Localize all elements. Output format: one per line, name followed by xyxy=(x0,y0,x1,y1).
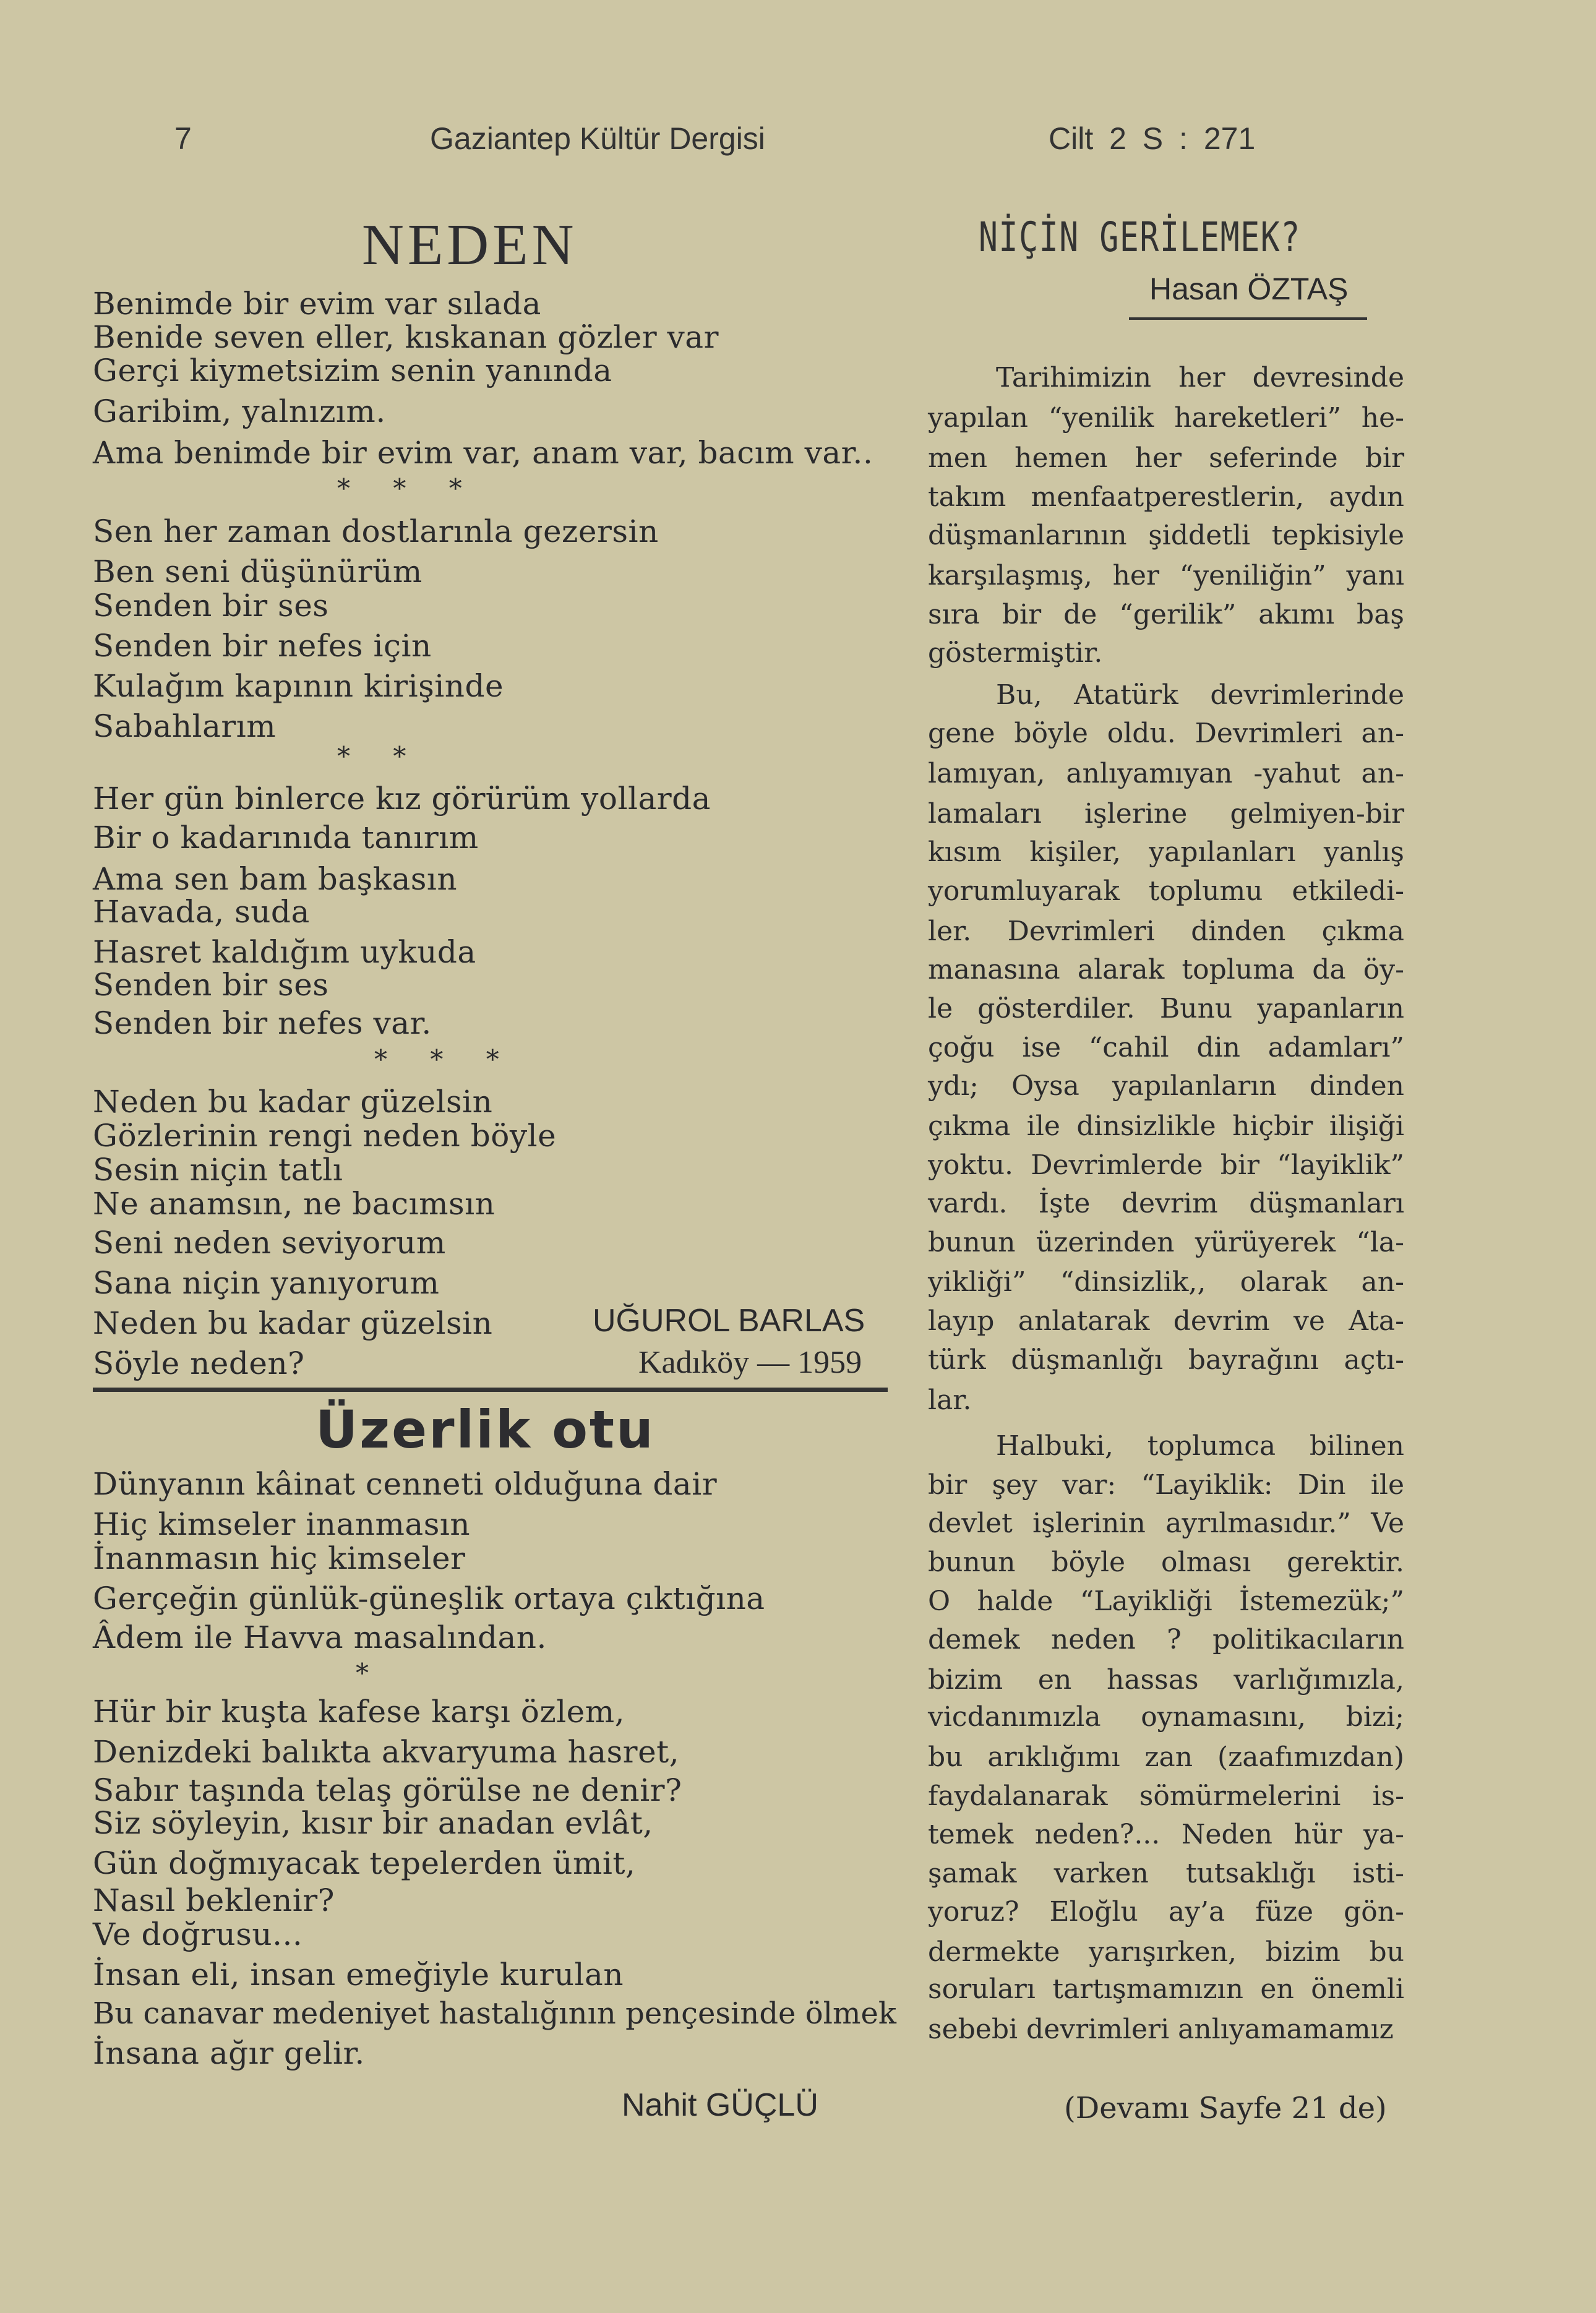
article-author: Hasan ÖZTAŞ xyxy=(1149,272,1349,306)
poem-line: İnanmasın hiç kimseler xyxy=(93,1540,466,1576)
article-line: Tarihimizin her devresinde xyxy=(996,362,1404,393)
poem-line: Hür bir kuşta kafese karşı özlem, xyxy=(93,1694,625,1730)
poem-line: Sen her zaman dostlarınla gezersin xyxy=(93,513,659,549)
poem-line: Seni neden seviyorum xyxy=(93,1225,446,1261)
article-line: le gösterdiler. Bunu yapanların xyxy=(928,993,1404,1024)
continued-note: (Devamı Sayfe 21 de) xyxy=(1064,2091,1387,2126)
poem-line: Kulağım kapının kirişinde xyxy=(93,668,504,704)
magazine-title: Gaziantep Kültür Dergisi xyxy=(430,121,765,156)
stanza-separator: * * * xyxy=(374,1044,517,1075)
article-line: şamak varken tutsaklığı isti- xyxy=(928,1858,1404,1889)
article-line: çıkma ile dinsizlikle hiçbir ilişiği xyxy=(928,1110,1404,1142)
article-line: lamaları işlerine gelmiyen-bir xyxy=(928,798,1404,830)
stanza-separator: * xyxy=(356,1658,386,1688)
poem-line: Senden bir ses xyxy=(93,588,329,624)
article-line: vardı. İşte devrim düşmanları xyxy=(928,1188,1404,1219)
poem-line: Neden bu kadar güzelsin xyxy=(93,1305,493,1341)
poem-line: Sabahlarım xyxy=(93,708,277,744)
article-title: NİÇİN GERİLEMEK? xyxy=(979,213,1301,261)
poem-line: Ben seni düşünürüm xyxy=(93,554,423,590)
article-line: çoğu ise “cahil din adamları” xyxy=(928,1032,1404,1063)
stanza-separator: * * xyxy=(337,741,424,771)
poem-line: Bir o kadarınıda tanırım xyxy=(93,820,479,856)
poem-line: Sesin niçin tatlı xyxy=(93,1152,343,1188)
poem-line: Gerçeğin günlük-güneşlik ortaya çıktığına xyxy=(93,1581,765,1616)
poem-line: Garibim, yalnızım. xyxy=(93,393,386,429)
article-line: yoruz? Eloğlu ay’a füze gön- xyxy=(928,1896,1404,1928)
article-line: dermekte yarışırken, bizim bu xyxy=(928,1936,1404,1968)
article-line: bunun böyle olması gerektir. xyxy=(928,1547,1404,1578)
poem-line: Nasıl beklenir? xyxy=(93,1882,335,1918)
article-line: lar. xyxy=(928,1384,972,1416)
poem-line: Söyle neden? xyxy=(93,1345,305,1381)
page-number: 7 xyxy=(174,121,192,156)
poem-line: Benide seven eller, kıskanan gözler var xyxy=(93,319,719,355)
article-line: bir şey var: “Layiklik: Din ile xyxy=(928,1469,1404,1501)
article-line: layıp anlatarak devrim ve Ata- xyxy=(928,1305,1404,1337)
poem-line: Hasret kaldığım uykuda xyxy=(93,934,476,970)
poem-line: Hiç kimseler inanmasın xyxy=(93,1506,471,1542)
article-line: temek neden?... Neden hür ya- xyxy=(928,1819,1404,1850)
article-line: manasına alarak topluma da öy- xyxy=(928,954,1404,985)
article-line: men hemen her seferinde bir xyxy=(928,442,1404,474)
article-line: faydalanarak sömürmelerini is- xyxy=(928,1780,1404,1812)
poem-line: Dünyanın kâinat cenneti olduğuna dair xyxy=(93,1466,718,1502)
poem-line: Her gün binlerce kız görürüm yollarda xyxy=(93,781,711,817)
poem-place-date: Kadıköy — 1959 xyxy=(638,1345,862,1380)
poem-line: Bu canavar medeniyet hastalığının pençesinde ölmek xyxy=(93,1996,896,2031)
article-line: ler. Devrimleri dinden çıkma xyxy=(928,916,1404,947)
poem-line: Gün doğmıyacak tepelerden ümit, xyxy=(93,1845,636,1881)
poem-line: Senden bir nefes var. xyxy=(93,1005,432,1041)
issue-info: Cilt 2 S : 271 xyxy=(1049,121,1256,156)
poem-title-neden: NEDEN xyxy=(362,213,578,277)
article-line: demek neden ? politikacıların xyxy=(928,1624,1404,1655)
poem-line: Sabır taşında telaş görülse ne denir? xyxy=(93,1772,682,1808)
stanza-separator: * * * xyxy=(337,473,479,504)
poem-line: Senden bir ses xyxy=(93,967,329,1003)
poem-title-uzerlik: Üzerlik otu xyxy=(315,1399,655,1460)
poem-author: UĞUROL BARLAS xyxy=(593,1303,865,1339)
article-line: Bu, Atatürk devrimlerinde xyxy=(996,679,1404,711)
article-line: düşmanlarının şiddetli tepkisiyle xyxy=(928,520,1404,551)
article-line: Halbuki, toplumca bilinen xyxy=(996,1430,1404,1462)
article-line: sıra bir de “gerilik” akımı baş xyxy=(928,599,1404,630)
article-line: devlet işlerinin ayrılmasıdır.” Ve xyxy=(928,1508,1404,1539)
article-line: vicdanımızla oynamasını, bizi; xyxy=(928,1701,1404,1733)
poem-line: Ve doğrusu... xyxy=(93,1916,303,1952)
poem-line: Siz söyleyin, kısır bir anadan evlât, xyxy=(93,1805,653,1841)
article-line: yoktu. Devrimlerde bir “layiklik” xyxy=(928,1149,1404,1181)
article-line: soruları tartışmamızın en önemli xyxy=(928,1973,1404,2005)
article-line: kısım kişiler, yapılanları yanlış xyxy=(928,836,1404,868)
poem-line: Ama benimde bir evim var, anam var, bacım var.. xyxy=(93,435,873,471)
poem-line: Sana niçin yanıyorum xyxy=(93,1265,440,1301)
article-line: lamıyan, anlıyamıyan -yahut an- xyxy=(928,758,1404,789)
article-line: yikliği” “dinsizlik,, olarak an- xyxy=(928,1266,1404,1298)
poem-line: Benimde bir evim var sılada xyxy=(93,286,541,322)
poem-line: Havada, suda xyxy=(93,894,310,930)
poem-line: Ne anamsın, ne bacımsın xyxy=(93,1186,496,1222)
article-line: yapılan “yenilik hareketleri” he- xyxy=(928,402,1404,434)
article-line: bu arıklığımı zan (zaafımızdan) xyxy=(928,1741,1404,1773)
poem-line: Denizdeki balıkta akvaryuma hasret, xyxy=(93,1734,680,1770)
article-line: karşılaşmış, her “yeniliğin” yanı xyxy=(928,560,1404,591)
poem-line: Ama sen bam başkasın xyxy=(93,861,458,897)
article-line: ydı; Oysa yapılanların dinden xyxy=(928,1070,1404,1102)
poem-line: Gerçi kiymetsizim senin yanında xyxy=(93,353,612,388)
article-line: bunun üzerinden yürüyerek “la- xyxy=(928,1227,1404,1258)
article-line: takım menfaatperestlerin, aydın xyxy=(928,481,1404,513)
poem-line: Gözlerinin rengi neden böyle xyxy=(93,1118,557,1154)
poem-line: Senden bir nefes için xyxy=(93,628,432,664)
article-line: gene böyle oldu. Devrimleri an- xyxy=(928,718,1404,749)
article-line: sebebi devrimleri anlıyamamamız xyxy=(928,2014,1394,2045)
article-line: yorumluyarak toplumu etkiledi- xyxy=(928,875,1404,907)
poem-line: İnsana ağır gelir. xyxy=(93,2035,365,2071)
article-line: türk düşmanlığı bayrağını açtı- xyxy=(928,1344,1404,1376)
article-line: O halde “Layikliği İstemezük;” xyxy=(928,1586,1404,1617)
section-divider xyxy=(93,1388,888,1392)
article-line: bizim en hassas varlığımızla, xyxy=(928,1664,1404,1696)
poem-line: İnsan eli, insan emeğiyle kurulan xyxy=(93,1957,624,1993)
poem-author: Nahit GÜÇLÜ xyxy=(622,2087,818,2123)
poem-line: Âdem ile Havva masalından. xyxy=(93,1620,547,1655)
author-underline xyxy=(1129,317,1367,320)
article-line: göstermiştir. xyxy=(928,637,1103,669)
poem-line: Neden bu kadar güzelsin xyxy=(93,1084,493,1120)
